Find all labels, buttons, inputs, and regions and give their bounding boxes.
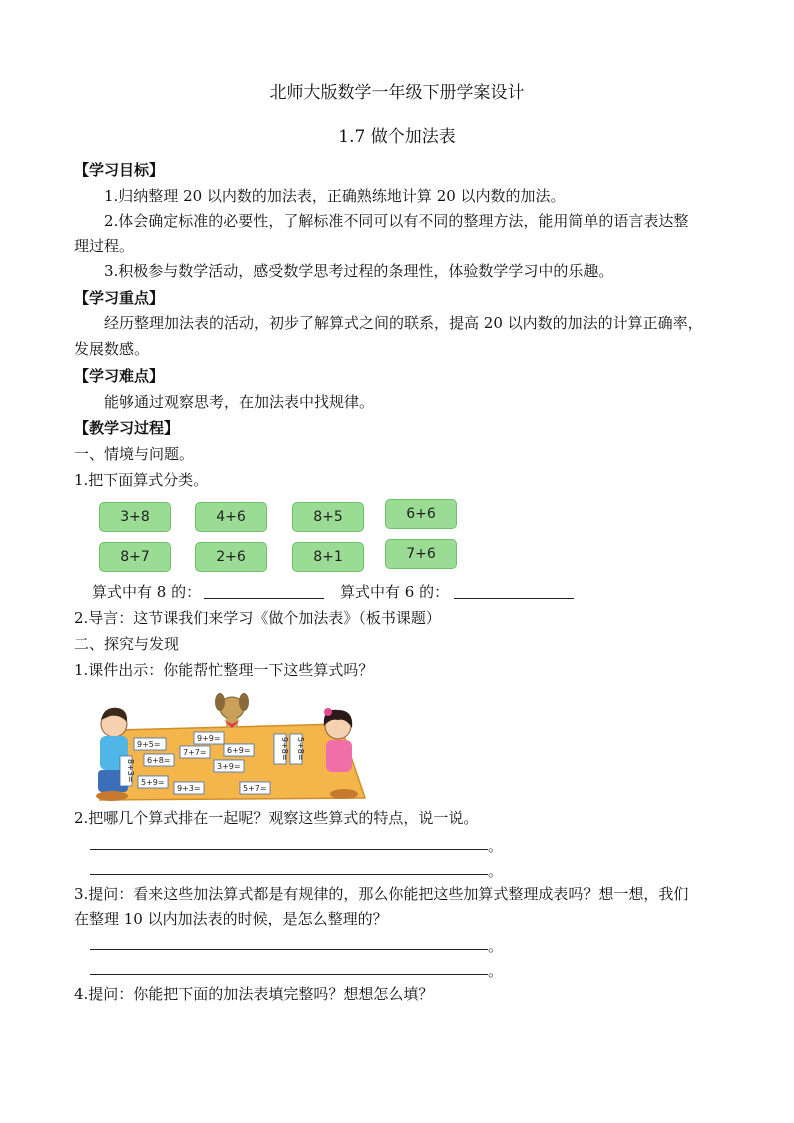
illustration-card: 7+7=: [183, 748, 207, 757]
process-heading: 【教学习过程】: [74, 419, 180, 437]
with-6-answer-line[interactable]: [454, 598, 574, 599]
illustration-card: 9+9=: [197, 734, 221, 743]
document-title: 北师大版数学一年级下册学案设计: [269, 83, 525, 103]
illustration-card: 3+9=: [217, 762, 241, 771]
question-1: 1.把下面算式分类。: [74, 471, 209, 489]
equation-card: 4+6: [195, 502, 267, 532]
with-6-label: 算式中有 6 的：: [340, 583, 450, 601]
key-points-line-1: 经历整理加法表的活动，初步了解算式之间的联系，提高 20 以内数的加法的计算正确率，: [104, 314, 703, 332]
illustration-card: 8+3=: [126, 759, 135, 783]
question-2: 2.导言：这节课我们来学习《做个加法表》（板书课题）: [74, 609, 441, 627]
equation-card: 2+6: [195, 542, 267, 572]
question-5-line-1: 3.提问：看来这些加法算式都是有规律的，那么你能把这些加算式整理成表吗？想一想，我们: [74, 885, 689, 903]
lesson-subtitle: 1.7 做个加法表: [338, 127, 456, 147]
illustration-card: 9+3=: [177, 784, 201, 793]
key-points-line-2: 发展数感。: [74, 340, 150, 358]
answer-line[interactable]: [90, 874, 488, 875]
classroom-illustration: [90, 690, 370, 802]
objective-item-2-cont: 理过程。: [74, 237, 135, 255]
question-5-line-2: 在整理 10 以内加法表的时候，是怎么整理的？: [74, 910, 388, 928]
key-points-heading: 【学习重点】: [74, 289, 165, 307]
question-3: 1.课件出示：你能帮忙整理一下这些算式吗？: [74, 661, 374, 679]
equation-card: 8+5: [292, 502, 364, 532]
with-8-label: 算式中有 8 的：: [92, 583, 202, 601]
answer-line-period: 。: [488, 862, 504, 880]
difficulties-heading: 【学习难点】: [74, 367, 165, 385]
equation-card: 6+6: [385, 499, 457, 529]
equation-card: 8+7: [99, 542, 171, 572]
answer-line[interactable]: [90, 974, 488, 975]
answer-line-period: 。: [488, 837, 504, 855]
with-8-answer-line[interactable]: [204, 598, 324, 599]
illustration-card: 5+8=: [296, 737, 305, 761]
objective-item-3: 3.积极参与数学活动，感受数学思考过程的条理性，体验数学学习中的乐趣。: [104, 262, 614, 280]
question-4: 2.把哪几个算式排在一起呢？观察这些算式的特点，说一说。: [74, 809, 479, 827]
answer-line[interactable]: [90, 949, 488, 950]
illustration-card: 5+7=: [243, 784, 267, 793]
illustration-card: 5+9=: [141, 778, 165, 787]
answer-line[interactable]: [90, 849, 488, 850]
question-6: 4.提问：你能把下面的加法表填完整吗？想想怎么填？: [74, 985, 434, 1003]
illustration-card: 9+8=: [280, 737, 289, 761]
equation-card: 3+8: [99, 502, 171, 532]
answer-line-period: 。: [488, 937, 504, 955]
section-1-heading: 一、情境与问题。: [74, 445, 195, 463]
objective-item-2: 2.体会确定标准的必要性，了解标准不同可以有不同的整理方法，能用简单的语言表达整: [104, 212, 689, 230]
dog-figure: [215, 693, 249, 728]
section-2-heading: 二、探究与发现: [74, 635, 180, 653]
illustration-card: 6+9=: [227, 746, 251, 755]
illustration-card: 9+5=: [137, 740, 161, 749]
objectives-heading: 【学习目标】: [74, 161, 165, 179]
illustration-card: 6+8=: [147, 756, 171, 765]
boy-figure: [96, 708, 128, 801]
answer-line-period: 。: [488, 962, 504, 980]
equation-card: 8+1: [292, 542, 364, 572]
objective-item-1: 1.归纳整理 20 以内数的加法表，正确熟练地计算 20 以内数的加法。: [104, 187, 566, 205]
difficulties-line: 能够通过观察思考，在加法表中找规律。: [104, 393, 375, 411]
equation-card: 7+6: [385, 539, 457, 569]
